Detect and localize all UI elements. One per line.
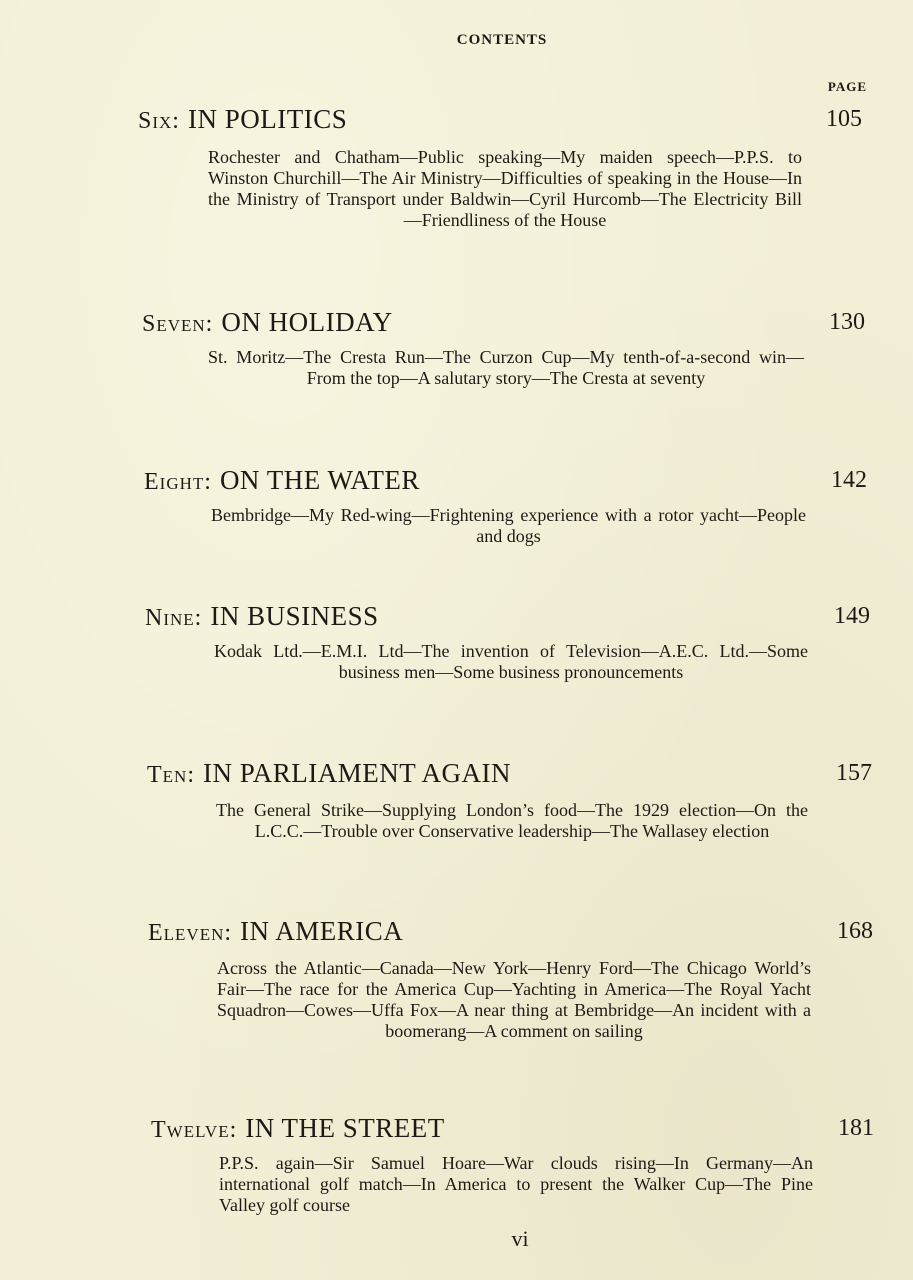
chapter-title: IN AMERICA — [240, 916, 404, 946]
page-folio: vi — [511, 1226, 529, 1251]
chapter-summary: P.P.S. again—Sir Samuel Hoare—War clouds rising—In Germany—An international golf match—In America to present the Walker Cup—The Pine Valley golf course — [219, 1153, 813, 1215]
chapter-number: Six: — [138, 108, 180, 134]
chapter-number: Twelve: — [151, 1117, 238, 1143]
chapter-number: Eleven: — [148, 920, 233, 946]
chapter-heading — [148, 916, 403, 947]
chapter-title: IN BUSINESS — [210, 601, 379, 631]
chapter-heading — [138, 104, 347, 135]
chapter-page-number: 130 — [829, 309, 865, 335]
chapter-summary: Across the Atlantic—Canada—New York—Henry Ford—The Chicago World’s Fair—The race for the America Cup—Yachting in America—The Royal Yacht Squadron—Cowes—Uffa Fox—A near thing at Bembridge—An incident with a boomerang—A comment on sailing — [217, 958, 811, 1041]
chapter-page-number: 157 — [836, 760, 872, 786]
chapter-heading — [145, 601, 379, 632]
chapter-title: IN POLITICS — [187, 104, 348, 134]
chapter-page-number: 181 — [838, 1115, 874, 1141]
chapter-number: Ten: — [147, 762, 195, 788]
chapter-summary: St. Moritz—The Cresta Run—The Curzon Cup—My tenth-of-a-second win—From the top—A salutary story—The Cresta at seventy — [208, 347, 804, 388]
chapter-number: Seven: — [142, 311, 214, 337]
chapter-heading — [144, 465, 420, 496]
chapter-title: IN THE STREET — [245, 1113, 445, 1143]
chapter-heading — [151, 1113, 445, 1144]
chapter-number: Nine: — [145, 605, 203, 631]
chapter-page-number: 168 — [837, 918, 873, 944]
chapter-title: ON HOLIDAY — [221, 307, 393, 337]
chapter-summary: The General Strike—Supplying London’s food—The 1929 election—On the L.C.C.—Trouble over Conservative leadership—The Wallasey election — [216, 800, 808, 841]
chapter-page-number: 142 — [831, 467, 867, 493]
chapter-title: IN PARLIAMENT AGAIN — [203, 758, 512, 788]
running-head: CONTENTS — [456, 32, 548, 48]
chapter-summary: Kodak Ltd.—E.M.I. Ltd—The invention of Television—A.E.C. Ltd.—Some business men—Some business pronouncements — [214, 641, 808, 682]
chapter-summary: Bembridge—My Red-wing—Frightening experience with a rotor yacht—People and dogs — [211, 505, 806, 546]
chapter-page-number: 105 — [826, 106, 862, 132]
page-column-label: PAGE — [827, 79, 867, 94]
chapter-summary: Rochester and Chatham—Public speaking—My maiden speech—P.P.S. to Winston Churchill—The Air Ministry—Difficulties of speaking in the House—In the Ministry of Transport under Baldwin—Cyril Hurcomb—The Electricity Bill—Friendliness of the House — [208, 147, 802, 230]
chapter-title: ON THE WATER — [219, 465, 420, 495]
chapter-heading — [147, 758, 511, 789]
chapter-number: Eight: — [144, 469, 212, 495]
chapter-page-number: 149 — [834, 603, 870, 629]
chapter-heading — [142, 307, 393, 338]
